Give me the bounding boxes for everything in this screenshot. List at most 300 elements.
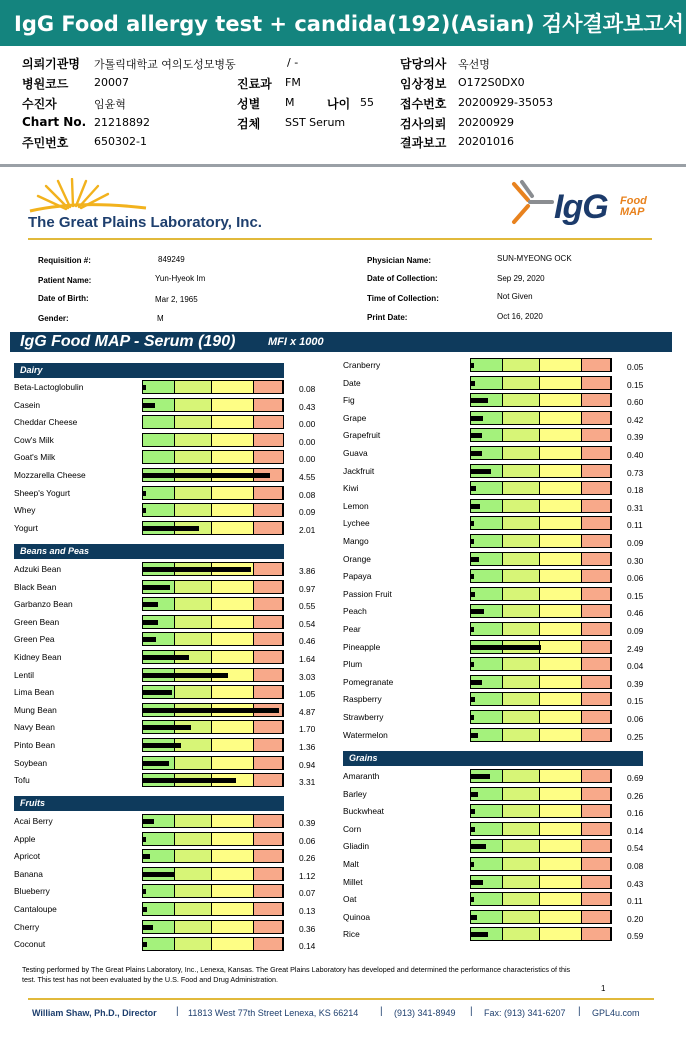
gauge-zone: [212, 381, 254, 393]
food-value: 0.25: [627, 731, 644, 742]
food-value: 0.39: [627, 678, 644, 689]
gauge-zone: [212, 850, 254, 862]
gauge-zone: [503, 553, 540, 565]
gauge-zone: [540, 788, 582, 800]
collection-date-label: Date of Collection:: [367, 274, 438, 283]
gauge-zone: [540, 588, 582, 600]
result-row: [343, 481, 667, 498]
food-value: 0.40: [627, 450, 644, 460]
gauge-zone: [582, 605, 611, 617]
food-value: 0.69: [627, 773, 644, 783]
food-name: Grapefruit: [343, 430, 381, 441]
section-header-fruits: Fruits: [14, 796, 284, 811]
gauge-zone: [175, 434, 212, 446]
gauge-level-bar: [143, 778, 236, 783]
food-value: 0.60: [627, 397, 644, 408]
gauge-zone: [175, 504, 212, 516]
gauge-level-bar: [471, 809, 475, 814]
gauge-zone: [254, 921, 283, 933]
gauge-level-bar: [143, 673, 228, 678]
gauge-level-bar: [143, 761, 169, 766]
gauge-zone: [471, 623, 503, 635]
reactivity-gauge: [142, 398, 284, 412]
food-name: Beta-Lactoglobulin: [14, 382, 84, 392]
result-row: [14, 738, 339, 755]
gauge-zone: [471, 570, 503, 582]
result-row: [14, 668, 339, 685]
reactivity-gauge: [142, 884, 284, 898]
gauge-zone: [212, 921, 254, 933]
food-name: Banana: [14, 868, 43, 879]
gauge-zone: [540, 729, 582, 741]
gauge-zone: [212, 868, 254, 880]
food-value: 0.05: [627, 362, 644, 372]
gauge-zone: [503, 693, 540, 705]
gauge-zone: [582, 840, 611, 852]
result-row: [343, 376, 667, 393]
gauge-level-bar: [471, 880, 483, 885]
gauge-zone: [175, 633, 212, 645]
gauge-level-bar: [471, 609, 484, 614]
section-header-grains: Grains: [343, 751, 643, 766]
footer-divider: [28, 998, 654, 1000]
food-name: Navy Bean: [14, 722, 55, 733]
gauge-zone: [540, 676, 582, 688]
gauge-zone: [540, 359, 582, 371]
food-name: Oat: [343, 894, 357, 905]
gauge-zone: [503, 711, 540, 723]
result-row: [14, 468, 339, 485]
gauge-zone: [143, 487, 175, 499]
gauge-zone: [175, 757, 212, 769]
food-name: Apricot: [14, 851, 41, 862]
food-value: 0.09: [299, 507, 316, 518]
clinical-info-value: O172S0DX0: [458, 76, 525, 89]
gauge-zone: [212, 434, 254, 446]
food-name: Cranberry: [343, 360, 381, 370]
patient-name-label: Patient Name:: [38, 276, 92, 285]
gauge-zone: [582, 770, 611, 782]
food-name: Grape: [343, 412, 367, 423]
specimen-label: 검체: [237, 117, 261, 131]
food-value: 0.06: [627, 714, 644, 724]
food-name: Rice: [343, 929, 360, 940]
food-name: Buckwheat: [343, 806, 384, 817]
reactivity-gauge: [142, 632, 284, 646]
result-row: [14, 398, 339, 415]
gauge-zone: [503, 623, 540, 635]
food-value: 0.26: [299, 853, 316, 864]
reactivity-gauge: [470, 499, 612, 513]
gauge-zone: [175, 581, 212, 593]
gauge-zone: [254, 868, 283, 880]
food-value: 0.46: [627, 608, 644, 619]
gauge-zone: [540, 570, 582, 582]
report-title: IgG Food allergy test + candida(192)(Asian) 검사결과보고서: [0, 0, 686, 46]
food-name: Kidney Bean: [14, 652, 62, 662]
reactivity-gauge: [470, 604, 612, 618]
collection-time-label: Time of Collection:: [367, 294, 439, 303]
gauge-zone: [503, 858, 540, 870]
reactivity-gauge: [470, 839, 612, 853]
result-row: [343, 640, 667, 657]
result-row: [343, 358, 667, 375]
gauge-zone: [175, 903, 212, 915]
gauge-zone: [143, 938, 175, 950]
page-number: 1: [601, 984, 606, 993]
gauge-zone: [540, 693, 582, 705]
gauge-zone: [254, 451, 283, 463]
gauge-level-bar: [143, 602, 158, 607]
food-value: 0.06: [299, 835, 316, 846]
gauge-level-bar: [471, 715, 474, 720]
food-name: Guava: [343, 448, 368, 458]
reactivity-gauge: [470, 516, 612, 530]
gauge-zone: [582, 876, 611, 888]
reactivity-gauge: [470, 411, 612, 425]
food-value: 0.15: [627, 696, 644, 707]
gauge-level-bar: [471, 504, 480, 509]
food-name: Cow's Milk: [14, 434, 54, 445]
food-name: Soybean: [14, 757, 48, 768]
gauge-zone: [471, 588, 503, 600]
food-name: Mung Bean: [14, 704, 57, 715]
result-row: [14, 720, 339, 737]
food-value: 0.97: [299, 583, 316, 594]
print-date-label: Print Date:: [367, 313, 408, 322]
result-row: [343, 428, 667, 445]
reactivity-gauge: [470, 587, 612, 601]
physician-label: Physician Name:: [367, 256, 432, 265]
food-value: 3.86: [299, 566, 316, 576]
food-name: Watermelon: [343, 729, 388, 740]
gauge-level-bar: [471, 697, 475, 702]
footer-address: 11813 West 77th Street Lenexa, KS 66214: [188, 1008, 359, 1018]
gauge-zone: [540, 823, 582, 835]
gauge-zone: [540, 658, 582, 670]
result-row: [14, 814, 339, 831]
food-value: 0.06: [627, 573, 644, 584]
gauge-zone: [503, 788, 540, 800]
gauge-zone: [254, 504, 283, 516]
food-value: 0.14: [299, 941, 316, 952]
gauge-zone: [582, 412, 611, 424]
gauge-zone: [540, 805, 582, 817]
food-name: Pinto Bean: [14, 740, 55, 750]
gauge-level-bar: [143, 403, 155, 408]
gauge-zone: [582, 429, 611, 441]
gauge-zone: [503, 359, 540, 371]
gauge-zone: [254, 381, 283, 393]
result-row: [343, 839, 667, 856]
gauge-zone: [143, 903, 175, 915]
gauge-zone: [582, 359, 611, 371]
gauge-zone: [254, 616, 283, 628]
gauge-zone: [540, 429, 582, 441]
gauge-zone: [254, 757, 283, 769]
reactivity-gauge: [470, 657, 612, 671]
food-value: 2.01: [299, 524, 316, 535]
gauge-zone: [582, 447, 611, 459]
gauge-zone: [540, 447, 582, 459]
gender-value: M: [157, 314, 164, 323]
food-value: 0.59: [627, 931, 644, 942]
food-value: 0.43: [299, 401, 316, 412]
reactivity-gauge: [470, 376, 612, 390]
reactivity-gauge: [470, 692, 612, 706]
gauge-zone: [175, 381, 212, 393]
food-value: 0.00: [299, 419, 316, 430]
gauge-level-bar: [143, 620, 158, 625]
result-row: [14, 867, 339, 884]
reactivity-gauge: [470, 769, 612, 783]
result-row: [343, 675, 667, 692]
food-name: Apple: [14, 833, 36, 844]
food-name: Lentil: [14, 669, 35, 680]
gauge-zone: [212, 581, 254, 593]
gauge-level-bar: [143, 385, 146, 390]
result-row: [14, 884, 339, 901]
gauge-zone: [471, 711, 503, 723]
food-name: Cherry: [14, 921, 40, 932]
gauge-level-bar: [143, 942, 147, 947]
reactivity-gauge: [142, 902, 284, 916]
food-value: 0.15: [627, 590, 644, 601]
gauge-zone: [503, 588, 540, 600]
reactivity-gauge: [470, 927, 612, 941]
food-value: 0.73: [627, 467, 644, 478]
food-name: Mozzarella Cheese: [14, 470, 86, 480]
reactivity-gauge: [142, 380, 284, 394]
footer-fax: Fax: (913) 341-6207: [484, 1008, 566, 1018]
food-name: Millet: [343, 876, 363, 887]
reactivity-gauge: [142, 650, 284, 664]
result-row: [343, 787, 667, 804]
gauge-zone: [503, 805, 540, 817]
gauge-zone: [540, 535, 582, 547]
gauge-level-bar: [471, 592, 475, 597]
gauge-zone: [503, 876, 540, 888]
gauge-zone: [254, 739, 283, 751]
gauge-zone: [175, 451, 212, 463]
gauge-zone: [582, 911, 611, 923]
gauge-zone: [540, 482, 582, 494]
reactivity-gauge: [142, 415, 284, 429]
gauge-level-bar: [471, 539, 474, 544]
gauge-level-bar: [471, 451, 482, 456]
department-value: FM: [285, 76, 301, 89]
reactivity-gauge: [142, 450, 284, 464]
footer-separator: |: [176, 1006, 179, 1017]
result-row: [14, 849, 339, 866]
gauge-zone: [254, 903, 283, 915]
gauge-zone: [503, 500, 540, 512]
result-row: [343, 892, 667, 909]
gauge-level-bar: [143, 567, 251, 572]
food-name: Blueberry: [14, 886, 50, 897]
institution-label: 의뢰기관명: [22, 57, 80, 71]
food-name: Sheep's Yogurt: [14, 487, 71, 498]
food-name: Pineapple: [343, 641, 381, 652]
result-row: [343, 499, 667, 516]
gauge-zone: [582, 788, 611, 800]
food-name: Orange: [343, 553, 371, 564]
gauge-zone: [582, 588, 611, 600]
food-value: 4.55: [299, 472, 316, 482]
result-row: [343, 569, 667, 586]
reactivity-gauge: [142, 580, 284, 594]
department-label: 진료과: [237, 77, 272, 91]
gauge-zone: [503, 394, 540, 406]
gauge-zone: [143, 416, 175, 428]
gauge-zone: [582, 823, 611, 835]
gauge-zone: [175, 616, 212, 628]
food-value: 0.46: [299, 636, 316, 647]
gauge-zone: [175, 686, 212, 698]
gauge-zone: [540, 911, 582, 923]
gauge-level-bar: [143, 837, 146, 842]
gauge-zone: [540, 412, 582, 424]
result-row: [343, 393, 667, 410]
gauge-level-bar: [143, 725, 191, 730]
food-name: Green Bean: [14, 616, 60, 627]
gauge-zone: [212, 399, 254, 411]
gauge-level-bar: [471, 469, 491, 474]
gauge-zone: [212, 633, 254, 645]
reactivity-gauge: [470, 728, 612, 742]
result-row: [14, 650, 339, 667]
food-value: 0.54: [299, 618, 316, 629]
footer-separator: |: [380, 1006, 383, 1017]
gauge-level-bar: [143, 743, 181, 748]
gauge-zone: [582, 500, 611, 512]
reactivity-gauge: [470, 481, 612, 495]
gauge-zone: [212, 833, 254, 845]
gauge-level-bar: [471, 645, 541, 650]
food-name: Strawberry: [343, 712, 384, 722]
result-row: [343, 657, 667, 674]
food-name: Mango: [343, 536, 369, 546]
food-value: 0.26: [627, 790, 644, 801]
collection-date-value: Sep 29, 2020: [497, 274, 545, 283]
reactivity-gauge: [142, 486, 284, 500]
food-name: Tofu: [14, 775, 30, 786]
gauge-zone: [212, 451, 254, 463]
reactivity-gauge: [142, 920, 284, 934]
gauge-level-bar: [471, 486, 476, 491]
gender-label: Gender:: [38, 314, 69, 323]
reactivity-gauge: [142, 703, 284, 717]
gauge-level-bar: [471, 627, 474, 632]
reactivity-gauge: [470, 393, 612, 407]
lab-name: The Great Plains Laboratory, Inc.: [28, 214, 262, 231]
gauge-zone: [503, 729, 540, 741]
gauge-zone: [471, 805, 503, 817]
food-name: Lychee: [343, 518, 370, 529]
specimen-value: SST Serum: [285, 116, 346, 129]
reactivity-gauge: [142, 773, 284, 787]
food-value: 0.31: [627, 502, 644, 513]
food-logo-line: Food: [620, 195, 647, 207]
gauge-zone: [254, 721, 283, 733]
gauge-zone: [175, 399, 212, 411]
food-name: Corn: [343, 823, 362, 834]
result-row: [14, 597, 339, 614]
dob-label: Date of Birth:: [38, 294, 89, 303]
food-name: Acai Berry: [14, 816, 53, 826]
gauge-zone: [143, 434, 175, 446]
food-value: 0.00: [299, 436, 316, 447]
food-name: Coconut: [14, 939, 46, 950]
food-value: 1.36: [299, 742, 316, 752]
gauge-zone: [503, 658, 540, 670]
result-row: [343, 464, 667, 481]
sex-value: M: [285, 96, 295, 109]
gauge-zone: [254, 633, 283, 645]
food-value: 0.08: [299, 384, 316, 394]
panel-unit: MFI x 1000: [268, 336, 324, 348]
food-name: Gliadin: [343, 841, 370, 852]
food-name: Fig: [343, 395, 355, 406]
age-label: 나이: [327, 97, 351, 111]
gauge-zone: [503, 893, 540, 905]
gauge-zone: [540, 500, 582, 512]
reactivity-gauge: [142, 814, 284, 828]
result-row: [14, 580, 339, 597]
food-value: 0.43: [627, 878, 644, 889]
gauge-zone: [540, 394, 582, 406]
gauge-zone: [254, 833, 283, 845]
gauge-zone: [503, 605, 540, 617]
gauge-zone: [254, 399, 283, 411]
gauge-zone: [582, 729, 611, 741]
food-name: Whey: [14, 505, 36, 516]
gauge-zone: [540, 377, 582, 389]
gauge-zone: [471, 535, 503, 547]
result-row: [343, 769, 667, 786]
gauge-level-bar: [471, 662, 474, 667]
gauge-zone: [582, 570, 611, 582]
food-value: 0.18: [627, 485, 644, 496]
gauge-zone: [254, 563, 283, 575]
gauge-zone: [212, 416, 254, 428]
gauge-zone: [540, 517, 582, 529]
print-date-value: Oct 16, 2020: [497, 312, 543, 321]
reactivity-gauge: [470, 446, 612, 460]
patient-name-value: Yun-Hyeok Im: [155, 274, 206, 283]
food-name: Lemon: [343, 500, 369, 511]
gauge-zone: [582, 711, 611, 723]
request-date-value: 20200929: [458, 116, 514, 129]
gauge-zone: [175, 938, 212, 950]
gauge-zone: [540, 840, 582, 852]
gauge-zone: [175, 598, 212, 610]
food-value: 0.04: [627, 661, 644, 672]
gauge-zone: [254, 581, 283, 593]
result-row: [343, 446, 667, 463]
result-row: [14, 756, 339, 773]
gauge-zone: [582, 623, 611, 635]
gauge-zone: [175, 868, 212, 880]
gauge-zone: [254, 487, 283, 499]
gauge-level-bar: [471, 827, 475, 832]
gauge-level-bar: [471, 433, 482, 438]
hospital-code-value: 20007: [94, 76, 129, 89]
gauge-level-bar: [471, 792, 478, 797]
reactivity-gauge: [470, 857, 612, 871]
panel-title: IgG Food MAP - Serum (190): [20, 333, 236, 350]
gauge-level-bar: [143, 508, 146, 513]
